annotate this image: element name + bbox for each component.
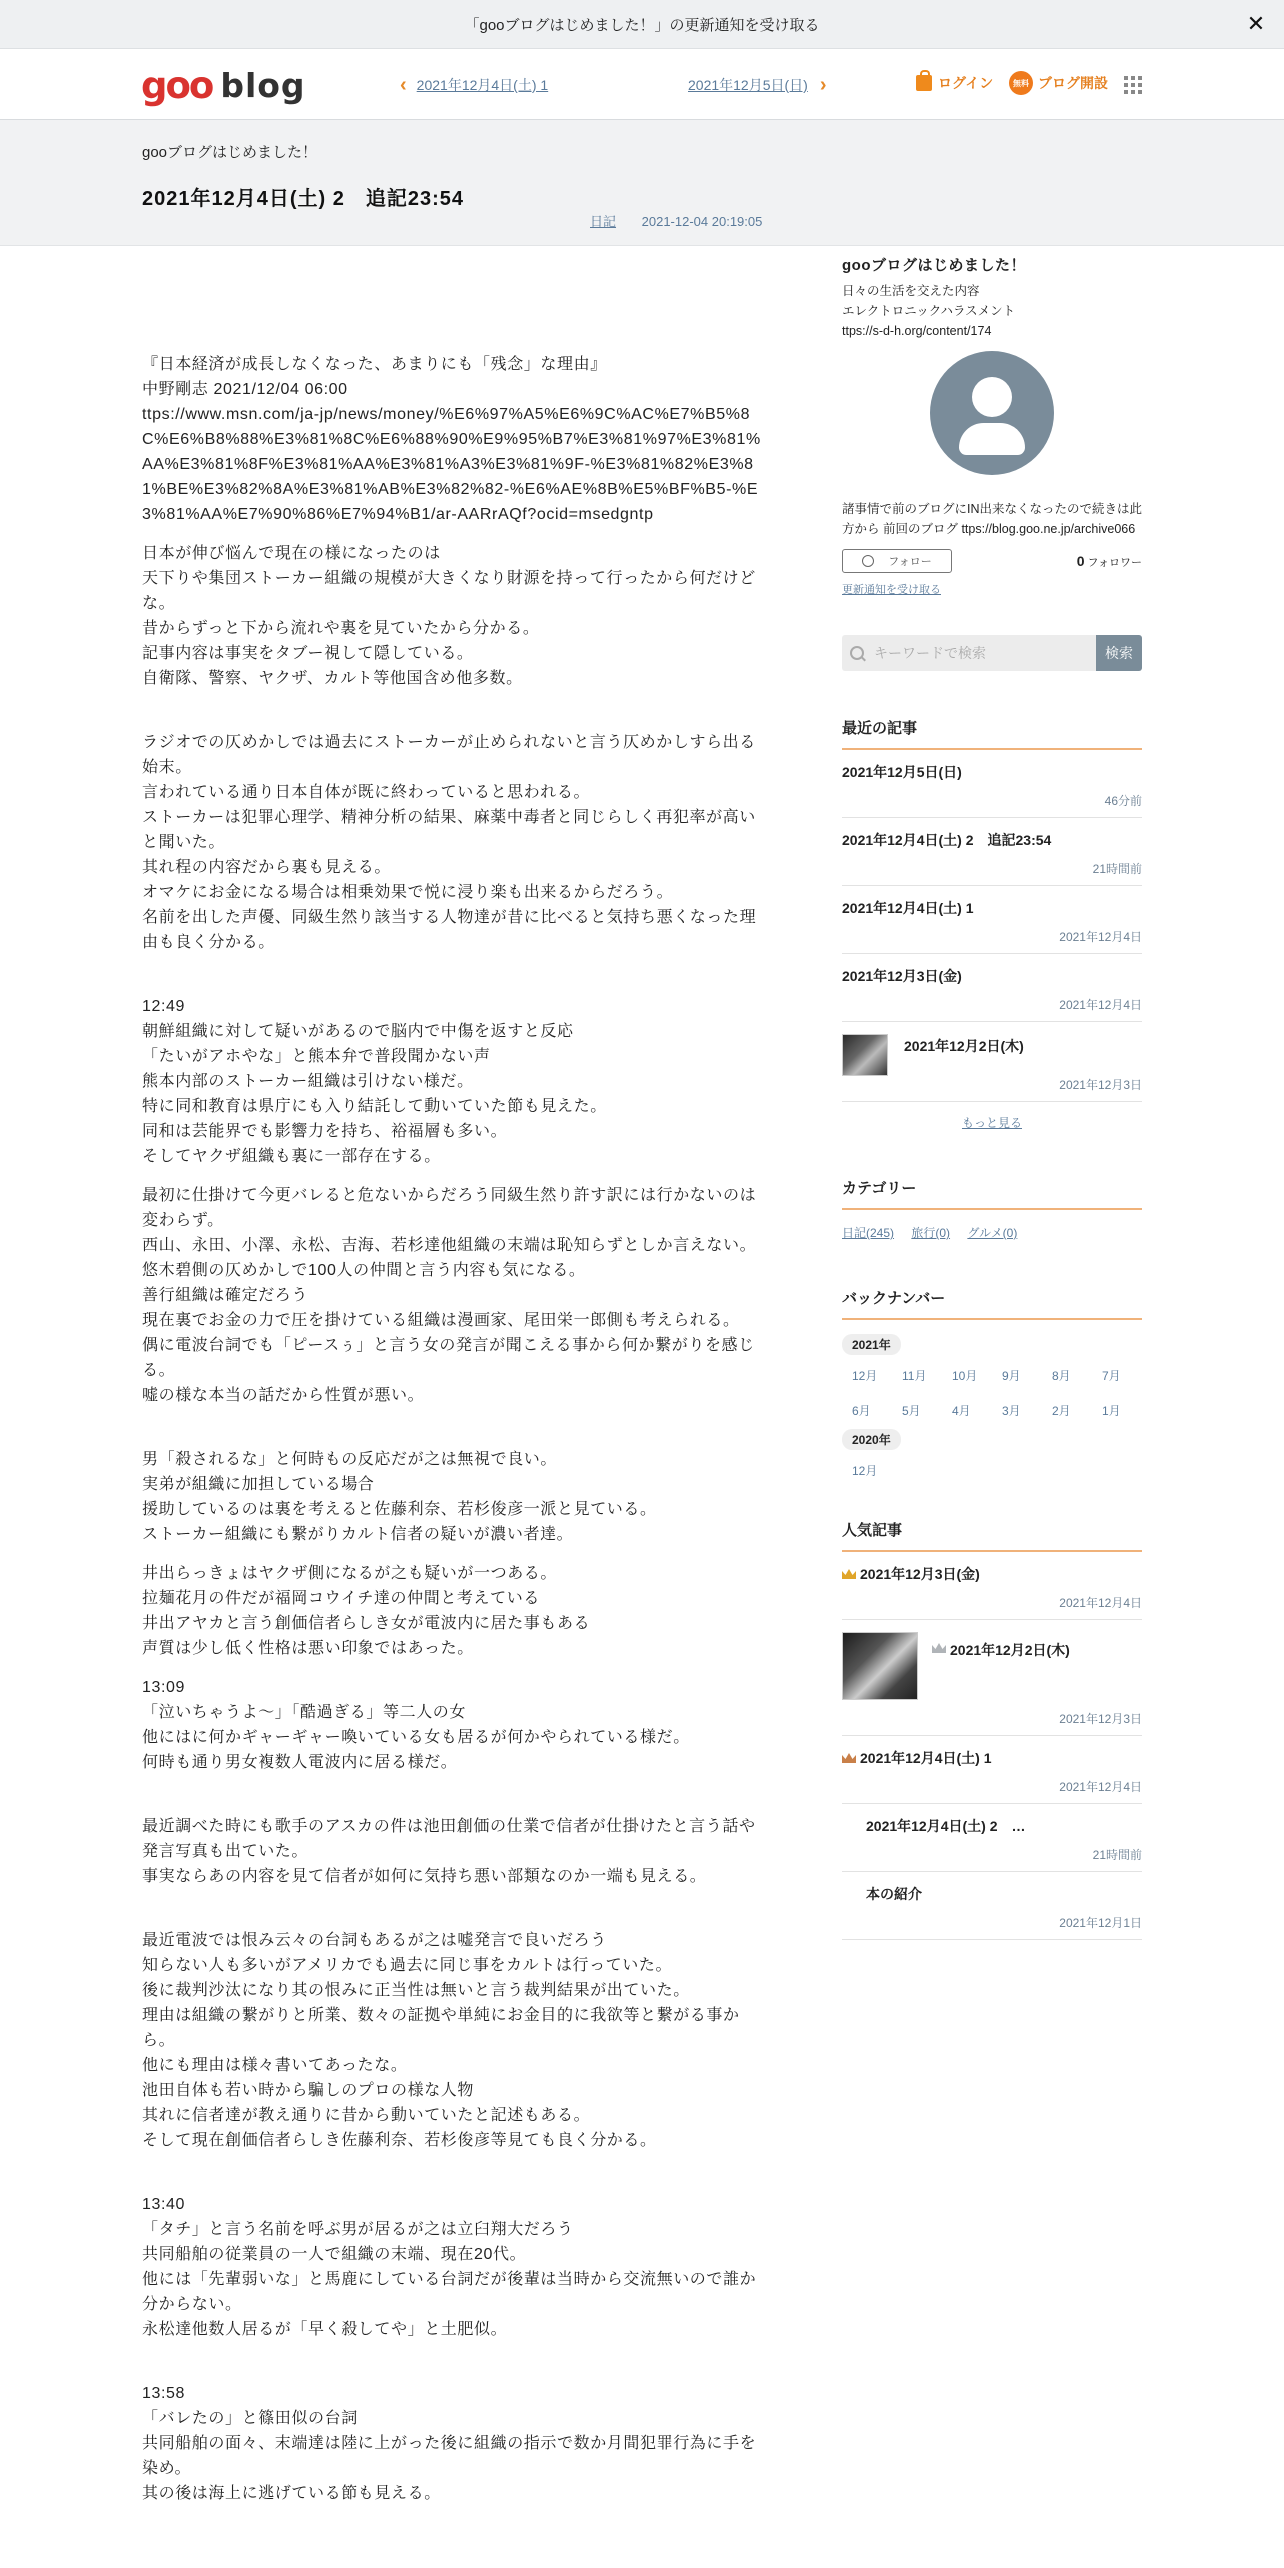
recent-item[interactable] — [842, 954, 1142, 1022]
notify-link[interactable]: 更新通知を受け取る — [842, 584, 941, 596]
popular-date: 21時間前 — [1092, 1848, 1142, 1862]
backnumber-heading: バックナンバー — [842, 1287, 1142, 1320]
entry-header — [0, 120, 1284, 246]
article-paragraph: 最近調べた時にも歌手のアスカの件は池田創価の仕業で信者が仕掛けたと言う話や発言写真も出ていた。 事実ならあの内容を見て信者が如何に気持ち悪い部類なのか一端も見える。 — [142, 1818, 756, 1885]
prev-entry-link[interactable] — [400, 75, 548, 95]
site-header — [0, 49, 1284, 120]
article-paragraph: 日本が伸び悩んで現在の様になったのは 天下りや集団ストーカー組織の規模が大きくなり財源を持って行ったから何だけどな。 昔からずっと下から流れや裏を見ていたから分かる。 記事内容は事実をタブー視して隠している。 自衛隊、警察、ヤクザ、カルト等他国含め他多数。 — [142, 545, 756, 687]
recent-date: 2021年12月4日 — [1059, 998, 1142, 1012]
entry-category-link[interactable]: 日記 — [590, 214, 617, 229]
month-link[interactable]: 12月 — [852, 1464, 878, 1478]
month-link[interactable]: 3月 — [1002, 1404, 1021, 1418]
popular-title[interactable]: 2021年12月4日(土) 2 … — [866, 1818, 1026, 1834]
category-link[interactable]: 日記(245) — [842, 1226, 895, 1240]
month-link[interactable]: 4月 — [952, 1404, 971, 1418]
category-link[interactable]: 旅行(0) — [911, 1226, 951, 1240]
follow-row — [842, 549, 1142, 573]
follower-count — [1077, 553, 1142, 570]
search-button[interactable]: 検索 — [1096, 635, 1142, 671]
article-paragraph: ラジオでの仄めかしでは過去にストーカーが止められないと言う仄めかしすら出る始末。 言われている通り日本自体が既に終わっていると思われる。 ストーカーは犯罪心理学、精神分析の結果、麻薬中毒者と同じらしく再犯率が高いと聞いた。 其れ程の内容だから裏も見える。 オマケにお金になる場合は相乗効果で悦に浸り楽も出来るからだろう。 名前を出した声優、同級生然り該当する人物達が昔に比べると気持ち悪くなった理由も良く分かる。 — [142, 734, 757, 951]
free-badge-icon: 無料 — [1009, 71, 1033, 95]
month-link[interactable]: 7月 — [1102, 1369, 1121, 1383]
year-2020-label: 2020年 — [842, 1429, 901, 1450]
goo-blog-logo[interactable] — [141, 65, 306, 105]
recent-item[interactable] — [842, 818, 1142, 886]
month-link[interactable]: 5月 — [902, 1404, 921, 1418]
article-paragraph: 12:49 朝鮮組織に対して疑いがあるので脳内で中傷を返すと反応 「たいがアホやな」と熊本弁で普段聞かない声 熊本内部のストーカー組織は引けない様だ。 特に同和教育は県庁にも入り結託して動いていた節も見えた。 同和は芸能界でも影響力を持ち、裕福層も多い。 そしてヤクザ組織も裏に一部存在する。 — [142, 998, 607, 1165]
popular-title[interactable]: 2021年12月4日(土) 1 — [860, 1750, 992, 1766]
recent-heading: 最近の記事 — [842, 717, 1142, 750]
recent-title[interactable]: 2021年12月4日(土) 1 — [842, 900, 974, 916]
open-blog-label: ブログ開設 — [1038, 75, 1108, 91]
update-notice-bar[interactable] — [0, 0, 1284, 49]
recent-date: 46分前 — [1104, 794, 1142, 808]
popular-title[interactable]: 2021年12月3日(金) — [860, 1566, 980, 1582]
sidebar-blog-description: 日々の生活を交えた内容 エレクトロニックハラスメント ttps://s-d-h.org/content/174 — [842, 284, 1016, 338]
bronze-crown-icon — [842, 1753, 856, 1763]
follower-label: フォロワー — [1087, 556, 1142, 569]
month-link[interactable]: 6月 — [852, 1404, 871, 1418]
article-paragraph: 最初に仕掛けて今更バレると危ないからだろう同級生然り許す訳には行かないのは変わらず。 西山、永田、小澤、永松、吉海、若杉達他組織の末端は恥知らずとしか言えない。 悠木碧側の仄めかしで100人の仲間と言う内容も気になる。 善行組織は確定だろう 現在裏でお金の力で圧を掛けている組織は漫画家、尾田栄一郎側も考えられる。 偶に電波台詞でも「ピースぅ」と言う女の発言が聞こえる事から何か繋がりを感じる。 嘘の様な本当の話だから性質が悪い。 — [142, 1187, 757, 1404]
article-paragraph: 男「殺されるな」と何時もの反応だが之は無視で良い。 実弟が組織に加担している場合 援助しているのは裏を考えると佐藤利奈、若杉俊彦一派と見ている。 ストーカー組織にも繋がりカルト信者の疑いが濃い者達。 — [142, 1451, 657, 1543]
sidebar-blog-title[interactable]: gooブログはじめました！ — [842, 257, 1026, 274]
entry-meta — [590, 211, 762, 230]
update-notice-text[interactable]: 「gooブログはじめました！」の更新通知を受け取る — [464, 16, 820, 34]
close-icon[interactable]: ✕ — [1246, 11, 1266, 36]
recent-date: 2021年12月3日 — [1059, 1078, 1142, 1092]
sidebar — [842, 254, 1142, 1940]
user-icon — [862, 555, 874, 567]
open-blog-button[interactable] — [1009, 71, 1108, 95]
login-label: ログイン — [938, 75, 994, 91]
entry-title: 2021年12月4日(土) 2 追記23:54 — [142, 188, 465, 210]
category-link[interactable]: グルメ(0) — [967, 1226, 1018, 1240]
recent-date: 21時間前 — [1092, 862, 1142, 876]
search-box[interactable] — [842, 635, 1096, 671]
recent-item[interactable] — [842, 750, 1142, 818]
popular-date: 2021年12月1日 — [1059, 1916, 1142, 1930]
article-body — [142, 352, 772, 2520]
month-link[interactable]: 12月 — [852, 1369, 878, 1383]
year-2021-label: 2021年 — [842, 1334, 901, 1355]
article-paragraph: 『日本経済が成長しなくなった、あまりにも「残念」な理由』 中野剛志 2021/12/04 06:00 ttps://www.msn.com/ja-jp/news/money/%E6%97%A5%E6%9C%AC%E7%B5%8C%E6%B8%88%E3%81%8C%E6%88%90%E9%95%B7%E3%81%97%E3%81%AA%E3%81%8F%E3%81%AA%E3%81%A3%E3%81%9F-%E3%81%82%E3%81%BE%E3%82%8A%E3%81%AB%E3%82%82-%E6%AE%8B%E5%BF%B5-%E3%81%AA%E7%90%86%E7%94%B1/ar-AARrAQf?ocid=msedgntp — [142, 356, 761, 523]
recent-item[interactable] — [842, 886, 1142, 954]
logo-blog: blog — [220, 65, 306, 105]
recent-title[interactable]: 2021年12月5日(日) — [842, 764, 962, 780]
article-paragraph: 13:40 「タチ」と言う名前を呼ぶ男が居るが之は立臼翔大だろう 共同船舶の従業員の一人で組織の末端、現在20代。 他には「先輩弱いな」と馬鹿にしている台詞だが後輩は当時から交流無いので誰か分からない。 永松達他数人居るが「早く殺してや」と土肥似。 — [142, 2196, 757, 2338]
month-link[interactable]: 10月 — [952, 1369, 978, 1383]
month-link[interactable]: 1月 — [1102, 1404, 1121, 1418]
article-paragraph: 最近電波では恨み云々の台詞もあるが之は嘘発言で良いだろう 知らない人も多いがアメリカでも過去に同じ事をカルトは行っていた。 後に裁判沙汰になり其の恨みに正当性は無いと言う裁判結果が出ていた。 理由は組織の繋がりと所業、数々の証拠や単純にお金目的に我欲等と繋がる事から。 他にも理由は様々書いてあったな。 池田自体も若い時から騙しのプロの様な人物 其れに信者達が教え通りに昔から動いていたと記述もある。 そして現在創価信者らしき佐藤利奈、若杉俊彦等見ても良く分かる。 — [142, 1932, 740, 2149]
popular-item[interactable] — [842, 1552, 1142, 1620]
category-heading: カテゴリー — [842, 1177, 1142, 1210]
popular-item[interactable] — [842, 1804, 1142, 1872]
next-entry-link[interactable] — [688, 75, 827, 95]
search-input[interactable] — [872, 644, 1096, 662]
popular-title[interactable]: 本の紹介 — [866, 1886, 922, 1902]
article-paragraph: 井出らっきょはヤクザ側になるが之も疑いが一つある。 拉麺花月の件だが福岡コウイチ達の仲間と考えている 井出アヤカと言う創価信者らしき女が電波内に居た事もある 声質は少し低く性格は悪い印象ではあった。 — [142, 1565, 591, 1657]
prev-entry-label[interactable]: 2021年12月4日(土) 1 — [416, 77, 549, 93]
recent-title[interactable]: 2021年12月2日(木) — [904, 1038, 1024, 1054]
entry-datetime: 2021-12-04 20:19:05 — [641, 214, 763, 229]
recent-thumbnail[interactable] — [842, 1034, 888, 1076]
recent-item[interactable] — [842, 1022, 1142, 1102]
recent-date: 2021年12月4日 — [1059, 930, 1142, 944]
recent-title[interactable]: 2021年12月4日(土) 2 追記23:54 — [842, 832, 1052, 848]
login-button[interactable] — [916, 73, 993, 93]
month-link[interactable]: 11月 — [902, 1369, 927, 1383]
logo-goo: goo — [141, 63, 213, 107]
bag-icon — [916, 75, 932, 91]
article-paragraph: 13:58 「バレたの」と篠田似の台詞 共同船舶の面々、末端達は陸に上がった後に組織の指示で数か月間犯罪行為に手を染め。 其の後は海上に逃げている節も見える。 — [142, 2385, 757, 2502]
month-link[interactable]: 9月 — [1002, 1369, 1021, 1383]
months-2020 — [842, 1462, 1142, 1479]
search-form — [842, 635, 1142, 671]
months-2021 — [842, 1367, 1142, 1419]
gold-crown-icon — [842, 1569, 856, 1579]
popular-date: 2021年12月3日 — [1059, 1712, 1142, 1726]
avatar[interactable] — [930, 351, 1054, 475]
category-list — [842, 1224, 1142, 1241]
popular-date: 2021年12月4日 — [1059, 1596, 1142, 1610]
month-link[interactable]: 8月 — [1052, 1369, 1071, 1383]
popular-thumbnail[interactable] — [842, 1632, 918, 1700]
popular-item[interactable] — [842, 1872, 1142, 1940]
popular-title[interactable]: 2021年12月2日(木) — [950, 1642, 1070, 1658]
article-paragraph: 13:09 「泣いちゃうよ～」「酷過ぎる」等二人の女 他にはに何かギャーギャー喚いている女も居るが何かやられている様だ。 何時も通り男女複数人電波内に居る様だ。 — [142, 1679, 690, 1771]
follow-button[interactable] — [842, 549, 952, 573]
recent-title[interactable]: 2021年12月3日(金) — [842, 968, 962, 984]
popular-heading: 人気記事 — [842, 1519, 1142, 1552]
follower-number: 0 — [1076, 552, 1085, 569]
month-link[interactable]: 2月 — [1052, 1404, 1071, 1418]
grid-menu-icon[interactable] — [1124, 76, 1142, 94]
next-entry-label[interactable]: 2021年12月5日(日) — [688, 77, 808, 93]
follow-label: フォロー — [888, 556, 932, 568]
more-link[interactable]: もっと見る — [961, 1116, 1022, 1130]
popular-item[interactable] — [842, 1620, 1142, 1736]
profile-text: 諸事情で前のブログにIN出来なくなったので続きは此方から 前回のブログ ttps://blog.goo.ne.jp/archive066 — [842, 502, 1143, 536]
search-icon — [850, 646, 864, 660]
popular-date: 2021年12月4日 — [1059, 1780, 1142, 1794]
popular-item[interactable] — [842, 1736, 1142, 1804]
chevron-left-icon: ‹ — [400, 74, 407, 96]
chevron-right-icon: › — [819, 74, 827, 96]
silver-crown-icon — [932, 1643, 946, 1653]
blog-name[interactable]: gooブログはじめました！ — [142, 144, 318, 161]
